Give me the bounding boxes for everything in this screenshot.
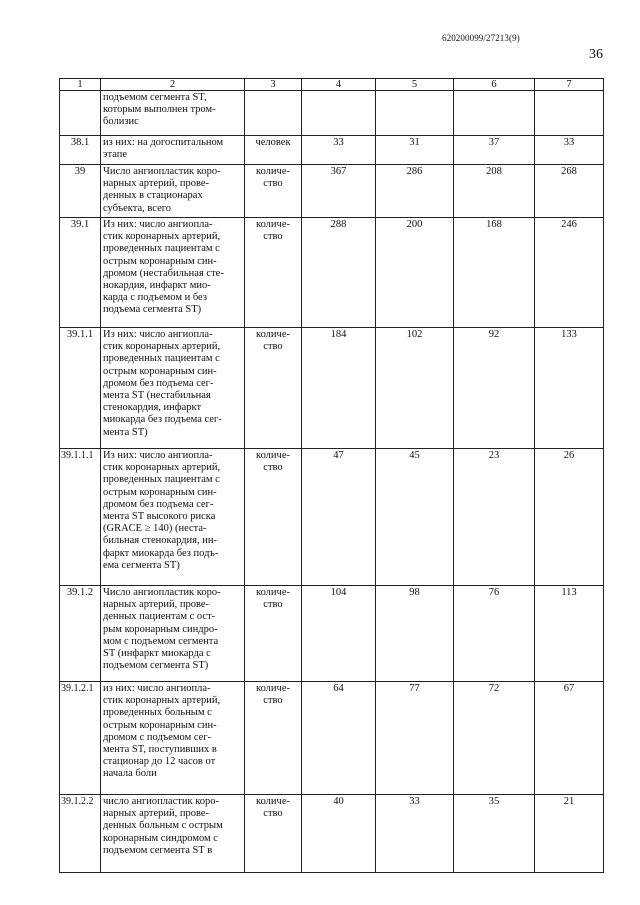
header-row	[60, 79, 604, 91]
indicator-name-line: проведенных пациентам с	[103, 243, 220, 255]
indicator-name-line: мом с подъемом сегмента	[103, 635, 219, 647]
value-cell-col6: 72	[454, 682, 535, 795]
indicator-name-cell	[101, 682, 245, 795]
indicator-name-cell	[101, 136, 245, 165]
value-cell-col5: 200	[376, 218, 454, 328]
indicator-name-line: рым коронарным синдро-	[103, 623, 218, 635]
indicator-name-line: денных в стационарах	[103, 190, 203, 202]
value-cell-col5	[376, 91, 454, 136]
table-row	[60, 218, 604, 328]
row-number-cell: 38.1	[60, 136, 101, 165]
indicator-name-cell	[101, 449, 245, 586]
unit-cell	[245, 795, 302, 873]
table-row	[60, 136, 604, 165]
document-id: 620200099/27213(9)	[442, 33, 520, 43]
indicator-name-line: которым выполнен тром-	[103, 104, 216, 116]
unit-line: количе-	[256, 450, 290, 461]
value-cell-col4: 47	[302, 449, 376, 586]
header-cell-2: 2	[101, 79, 245, 91]
value-cell-col7: 21	[535, 795, 604, 873]
indicator-name-line: карда с подъемом и без	[103, 292, 207, 304]
value-cell-col7: 133	[535, 328, 604, 449]
indicator-name-line: фаркт миокарда без подъ-	[103, 547, 219, 559]
indicator-name-line: Из них: число ангиопла-	[103, 329, 213, 340]
table-row	[60, 449, 604, 586]
header-cell-6: 6	[454, 79, 535, 91]
unit-cell	[245, 449, 302, 586]
unit-cell	[245, 218, 302, 328]
value-cell-col6: 35	[454, 795, 535, 873]
value-cell-col5: 45	[376, 449, 454, 586]
indicator-name-line: проведенных пациентам с	[103, 353, 220, 365]
value-cell-col7: 26	[535, 449, 604, 586]
indicator-name-line: нарных артерий, прове-	[103, 599, 210, 611]
value-cell-col6: 168	[454, 218, 535, 328]
header-cell-1: 1	[60, 79, 101, 91]
indicator-name-line: бильная стенокардия, ин-	[103, 535, 217, 547]
value-cell-col5: 98	[376, 586, 454, 682]
table-row	[60, 165, 604, 218]
indicator-name-cell	[101, 91, 245, 136]
indicator-name-line: число ангиопластик коро-	[103, 796, 220, 807]
unit-line: количе-	[256, 219, 290, 230]
indicator-name-line: стенокардия, инфаркт	[103, 402, 202, 414]
row-number-cell: 39	[60, 165, 101, 218]
indicator-name-line: острым коронарным син-	[103, 365, 217, 377]
table-row	[60, 586, 604, 682]
indicator-name-line: из них: число ангиопла-	[103, 683, 211, 694]
unit-line: количе-	[256, 166, 290, 177]
indicator-name-line: этапе	[103, 149, 128, 161]
unit-line: количе-	[256, 683, 290, 694]
value-cell-col4: 367	[302, 165, 376, 218]
unit-line: ство	[263, 695, 283, 707]
indicator-name-line: дромом без подъема сег-	[103, 498, 214, 510]
indicator-name-line: мента ST, поступивших в	[103, 744, 217, 756]
value-cell-col4: 184	[302, 328, 376, 449]
unit-line: количе-	[256, 796, 290, 807]
indicator-name-cell	[101, 586, 245, 682]
unit-line: ство	[263, 231, 283, 243]
value-cell-col6: 92	[454, 328, 535, 449]
unit-cell	[245, 328, 302, 449]
value-cell-col4: 40	[302, 795, 376, 873]
table-row	[60, 91, 604, 136]
indicator-name-line: начала боли	[103, 768, 157, 780]
value-cell-col5: 31	[376, 136, 454, 165]
indicator-name-cell	[101, 328, 245, 449]
indicator-name-line: нарных артерий, прове-	[103, 808, 210, 820]
header-cell-3: 3	[245, 79, 302, 91]
indicator-name-line: денных пациентам с ост-	[103, 611, 216, 623]
indicator-name-line: мента ST)	[103, 426, 148, 438]
value-cell-col4: 33	[302, 136, 376, 165]
indicator-name-line: мента ST (нестабильная	[103, 390, 211, 402]
indicator-name-line: стик коронарных артерий,	[103, 231, 221, 243]
indicator-name-line: проведенных пациентам с	[103, 474, 220, 486]
data-table	[59, 78, 604, 873]
indicator-name-line: нокардия, инфаркт мио-	[103, 280, 211, 292]
indicator-name-cell	[101, 218, 245, 328]
unit-line: ство	[263, 808, 283, 820]
value-cell-col4: 288	[302, 218, 376, 328]
value-cell-col7: 67	[535, 682, 604, 795]
indicator-name-line: подъемом сегмента ST в	[103, 844, 213, 856]
value-cell-col6: 23	[454, 449, 535, 586]
indicator-name-line: денных больным с острым	[103, 820, 223, 832]
indicator-name-line: Из них: число ангиопла-	[103, 219, 213, 230]
value-cell-col6: 76	[454, 586, 535, 682]
indicator-name-line: стик коронарных артерий,	[103, 462, 221, 474]
page-number: 36	[589, 47, 603, 62]
indicator-name-line: болизис	[103, 116, 139, 128]
unit-line: ство	[263, 462, 283, 474]
value-cell-col5: 77	[376, 682, 454, 795]
unit-line: количе-	[256, 329, 290, 340]
unit-line: ство	[263, 341, 283, 353]
unit-line: ство	[263, 599, 283, 611]
value-cell-col7: 246	[535, 218, 604, 328]
table-row	[60, 328, 604, 449]
indicator-name-line: коронарным синдромом с	[103, 832, 218, 844]
value-cell-col6: 208	[454, 165, 535, 218]
value-cell-col5: 102	[376, 328, 454, 449]
unit-cell	[245, 682, 302, 795]
indicator-name-line: острым коронарным син-	[103, 255, 217, 267]
value-cell-col4	[302, 91, 376, 136]
header-cell-4: 4	[302, 79, 376, 91]
table-row	[60, 682, 604, 795]
indicator-name-cell	[101, 795, 245, 873]
indicator-name-line: Число ангиопластик коро-	[103, 587, 221, 598]
unit-line: человек	[255, 137, 291, 148]
indicator-name-line: дромом без подъема сег-	[103, 377, 214, 389]
value-cell-col7	[535, 91, 604, 136]
indicator-name-line: дромом (нестабильная сте-	[103, 267, 224, 279]
indicator-name-line: нарных артерий, прове-	[103, 178, 210, 190]
table-body	[60, 79, 604, 873]
value-cell-col7: 113	[535, 586, 604, 682]
indicator-name-line: ема сегмента ST)	[103, 559, 180, 571]
indicator-name-line: подъемом сегмента ST)	[103, 660, 209, 672]
indicator-name-line: подъема сегмента ST)	[103, 304, 202, 316]
indicator-name-line: стационар до 12 часов от	[103, 756, 216, 768]
value-cell-col7: 268	[535, 165, 604, 218]
unit-cell	[245, 136, 302, 165]
unit-cell	[245, 91, 302, 136]
header-cell-5: 5	[376, 79, 454, 91]
indicator-name-line: ST (инфаркт миокарда с	[103, 648, 211, 660]
indicator-name-line: мента ST высокого риска	[103, 511, 216, 523]
unit-line: количе-	[256, 587, 290, 598]
row-number-cell: 39.1.2.1	[60, 682, 101, 795]
indicator-name-line: Из них: число ангиопла-	[103, 450, 213, 461]
row-number-cell: 39.1.1	[60, 328, 101, 449]
row-number-cell: 39.1	[60, 218, 101, 328]
header-cell-7: 7	[535, 79, 604, 91]
row-number-cell	[60, 91, 101, 136]
indicator-name-line: острым коронарным син-	[103, 486, 217, 498]
value-cell-col5: 33	[376, 795, 454, 873]
value-cell-col6	[454, 91, 535, 136]
indicator-name-line: подъемом сегмента ST,	[103, 92, 207, 103]
indicator-name-line: субъекта, всего	[103, 202, 172, 214]
indicator-name-line: миокарда без подъема сег-	[103, 414, 222, 426]
value-cell-col5: 286	[376, 165, 454, 218]
row-number-cell: 39.1.2	[60, 586, 101, 682]
indicator-name-line: стик коронарных артерий,	[103, 341, 221, 353]
row-number-cell: 39.1.2.2	[60, 795, 101, 873]
indicator-name-line: (GRACE ≥ 140) (неста-	[103, 523, 207, 535]
unit-cell	[245, 165, 302, 218]
indicator-name-line: Число ангиопластик коро-	[103, 166, 221, 177]
indicator-name-line: из них: на догоспитальном	[103, 137, 224, 148]
indicator-name-line: острым коронарным син-	[103, 719, 217, 731]
value-cell-col7: 33	[535, 136, 604, 165]
indicator-name-line: дромом с подъемом сег-	[103, 731, 212, 743]
indicator-name-cell	[101, 165, 245, 218]
indicator-name-line: проведенных больным с	[103, 707, 212, 719]
table-row	[60, 795, 604, 873]
value-cell-col6: 37	[454, 136, 535, 165]
unit-line: ство	[263, 178, 283, 190]
value-cell-col4: 64	[302, 682, 376, 795]
value-cell-col4: 104	[302, 586, 376, 682]
indicator-name-line: стик коронарных артерий,	[103, 695, 221, 707]
row-number-cell: 39.1.1.1	[60, 449, 101, 586]
unit-cell	[245, 586, 302, 682]
